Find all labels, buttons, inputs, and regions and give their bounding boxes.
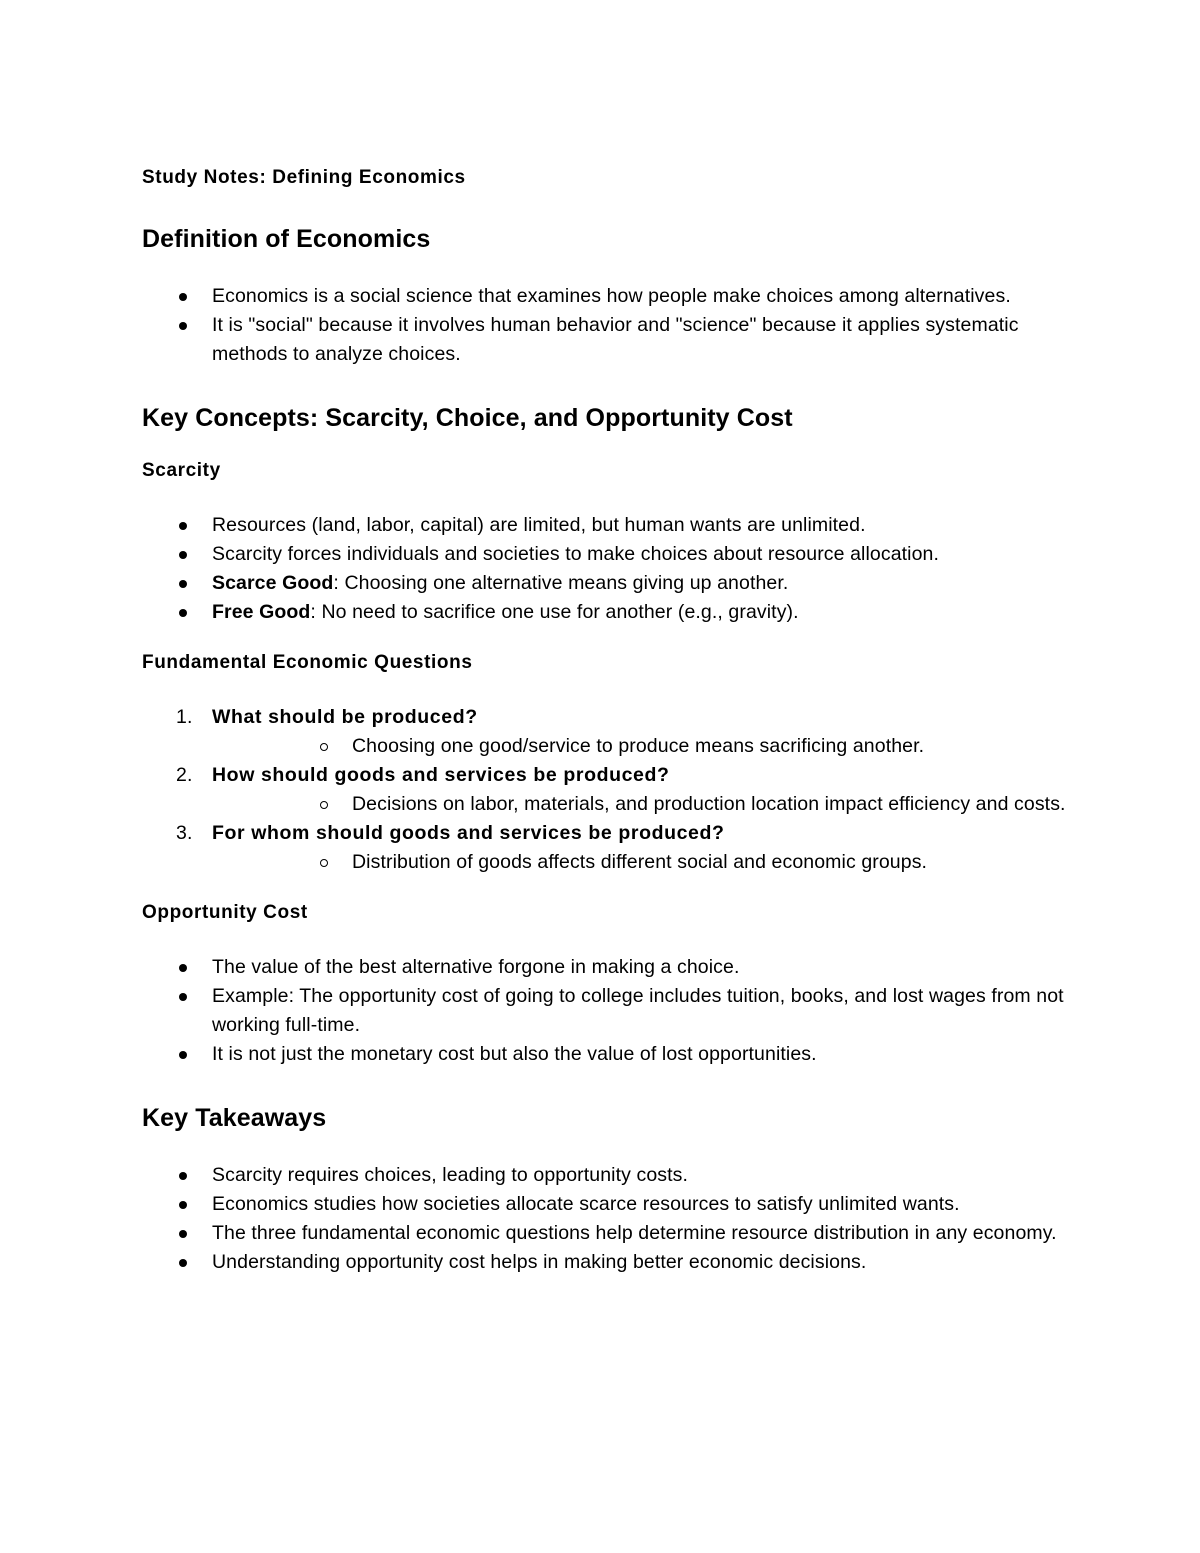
list-item: Economics is a social science that examines how people make choices among alternatives. bbox=[142, 282, 1082, 311]
questions-list bbox=[142, 703, 1082, 877]
definition-text: : Choosing one alternative means giving up another. bbox=[333, 572, 789, 594]
question-text: How should goods and services be produced? bbox=[212, 764, 670, 786]
term-scarce-good: Scarce Good bbox=[212, 572, 334, 594]
list-item: The three fundamental economic questions help determine resource distribution in any economy. bbox=[142, 1219, 1082, 1248]
question-detail: Distribution of goods affects different social and economic groups. bbox=[282, 848, 1082, 877]
question-item bbox=[142, 761, 1082, 819]
list-item: The value of the best alternative forgone in making a choice. bbox=[142, 953, 1082, 982]
definition-list bbox=[142, 282, 1082, 369]
scarcity-list bbox=[142, 511, 1082, 627]
list-item: Resources (land, labor, capital) are limited, but human wants are unlimited. bbox=[142, 511, 1082, 540]
subheading-questions: Fundamental Economic Questions bbox=[142, 652, 473, 673]
definition-text: : No need to sacrifice one use for another (e.g., gravity). bbox=[310, 601, 799, 623]
opportunity-cost-list bbox=[142, 953, 1082, 1069]
question-item bbox=[142, 703, 1082, 761]
list-item-scarce-good bbox=[142, 569, 1082, 598]
list-item-free-good bbox=[142, 598, 1082, 627]
takeaways-list bbox=[142, 1161, 1082, 1277]
heading-definition: Definition of Economics bbox=[142, 225, 431, 253]
heading-key-takeaways: Key Takeaways bbox=[142, 1104, 327, 1132]
list-item: It is "social" because it involves human behavior and "science" because it applies systematic methods to analyze choices. bbox=[142, 311, 1082, 369]
list-item: Understanding opportunity cost helps in making better economic decisions. bbox=[142, 1248, 1082, 1277]
question-detail: Decisions on labor, materials, and production location impact efficiency and costs. bbox=[282, 790, 1082, 819]
question-text: What should be produced? bbox=[212, 706, 478, 728]
subheading-opportunity-cost: Opportunity Cost bbox=[142, 902, 308, 923]
list-item: Scarcity forces individuals and societies to make choices about resource allocation. bbox=[142, 540, 1082, 569]
document-title: Study Notes: Defining Economics bbox=[142, 167, 466, 188]
list-item: Scarcity requires choices, leading to opportunity costs. bbox=[142, 1161, 1082, 1190]
list-item: Example: The opportunity cost of going to college includes tuition, books, and lost wages from not working full-time. bbox=[142, 982, 1082, 1040]
question-number: 1. bbox=[176, 706, 193, 728]
question-text: For whom should goods and services be produced? bbox=[212, 822, 725, 844]
question-number: 2. bbox=[176, 764, 193, 786]
list-item: Economics studies how societies allocate scarce resources to satisfy unlimited wants. bbox=[142, 1190, 1082, 1219]
term-free-good: Free Good bbox=[212, 601, 311, 623]
question-detail: Choosing one good/service to produce means sacrificing another. bbox=[282, 732, 1082, 761]
document-page bbox=[142, 164, 1082, 1277]
question-item bbox=[142, 819, 1082, 877]
question-number: 3. bbox=[176, 822, 193, 844]
heading-key-concepts: Key Concepts: Scarcity, Choice, and Opportunity Cost bbox=[142, 404, 793, 432]
list-item: It is not just the monetary cost but also the value of lost opportunities. bbox=[142, 1040, 1082, 1069]
subheading-scarcity: Scarcity bbox=[142, 460, 221, 481]
